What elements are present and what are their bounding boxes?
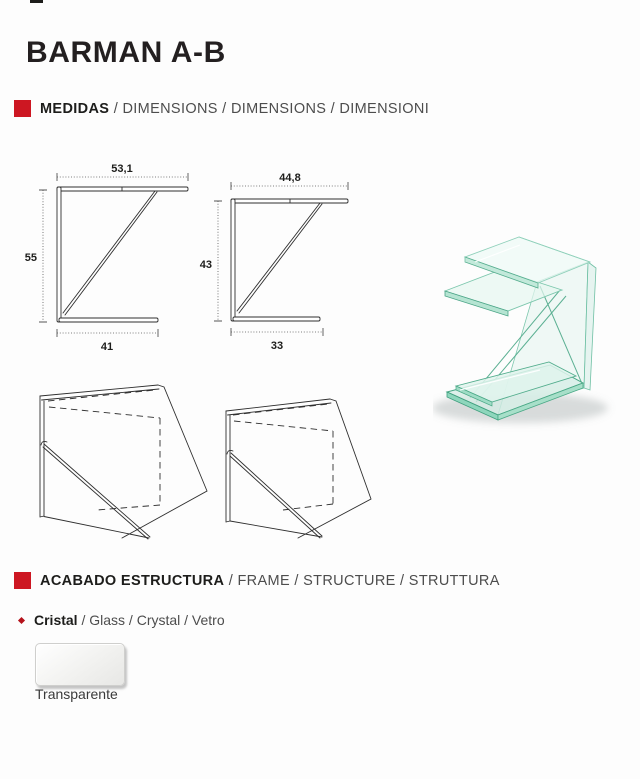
heading-primary-label: MEDIDAS: [40, 100, 110, 117]
red-square-marker-icon: [14, 100, 31, 117]
dim-label-bottom-width-b: 33: [270, 340, 284, 352]
dim-label-top-width-a: 53,1: [111, 163, 133, 175]
perspective-view-a: [40, 385, 207, 539]
bullet-diamond-icon: [18, 616, 25, 623]
dim-label-top-width-b: 44,8: [279, 172, 301, 184]
section-heading-frame: [14, 571, 500, 590]
side-view-a: [25, 163, 188, 353]
red-square-marker-icon: [14, 572, 31, 589]
product-photo-glass-table: [433, 228, 633, 433]
dim-label-bottom-width-a: 41: [100, 341, 114, 353]
section-heading-text: [40, 573, 500, 589]
dim-label-height-a: 55: [24, 252, 37, 264]
heading-translations-label: / FRAME / STRUCTURE / STRUTTURA: [224, 572, 500, 589]
perspective-view-b: [226, 399, 371, 538]
heading-translations-label: / DIMENSIONS / DIMENSIONS / DIMENSIONI: [109, 100, 430, 117]
product-title: BARMAN A-B: [26, 36, 226, 69]
finish-swatch-transparente: [35, 643, 125, 686]
perspective-drawings: [0, 372, 400, 550]
section-heading-text: [40, 101, 429, 117]
dimension-drawings: [0, 150, 400, 362]
swatch-label: Transparente: [35, 686, 118, 702]
page-crop-mark: [30, 0, 43, 3]
material-line: [19, 612, 225, 628]
section-heading-dimensions: [14, 99, 429, 118]
material-primary-label: Cristal: [34, 612, 78, 628]
side-view-b: [200, 172, 348, 352]
heading-primary-label: ACABADO ESTRUCTURA: [40, 572, 225, 589]
material-translations-label: / Glass / Crystal / Vetro: [77, 612, 225, 628]
table-render: [433, 237, 608, 423]
dim-label-height-b: 43: [199, 259, 212, 271]
material-text: [34, 612, 225, 628]
